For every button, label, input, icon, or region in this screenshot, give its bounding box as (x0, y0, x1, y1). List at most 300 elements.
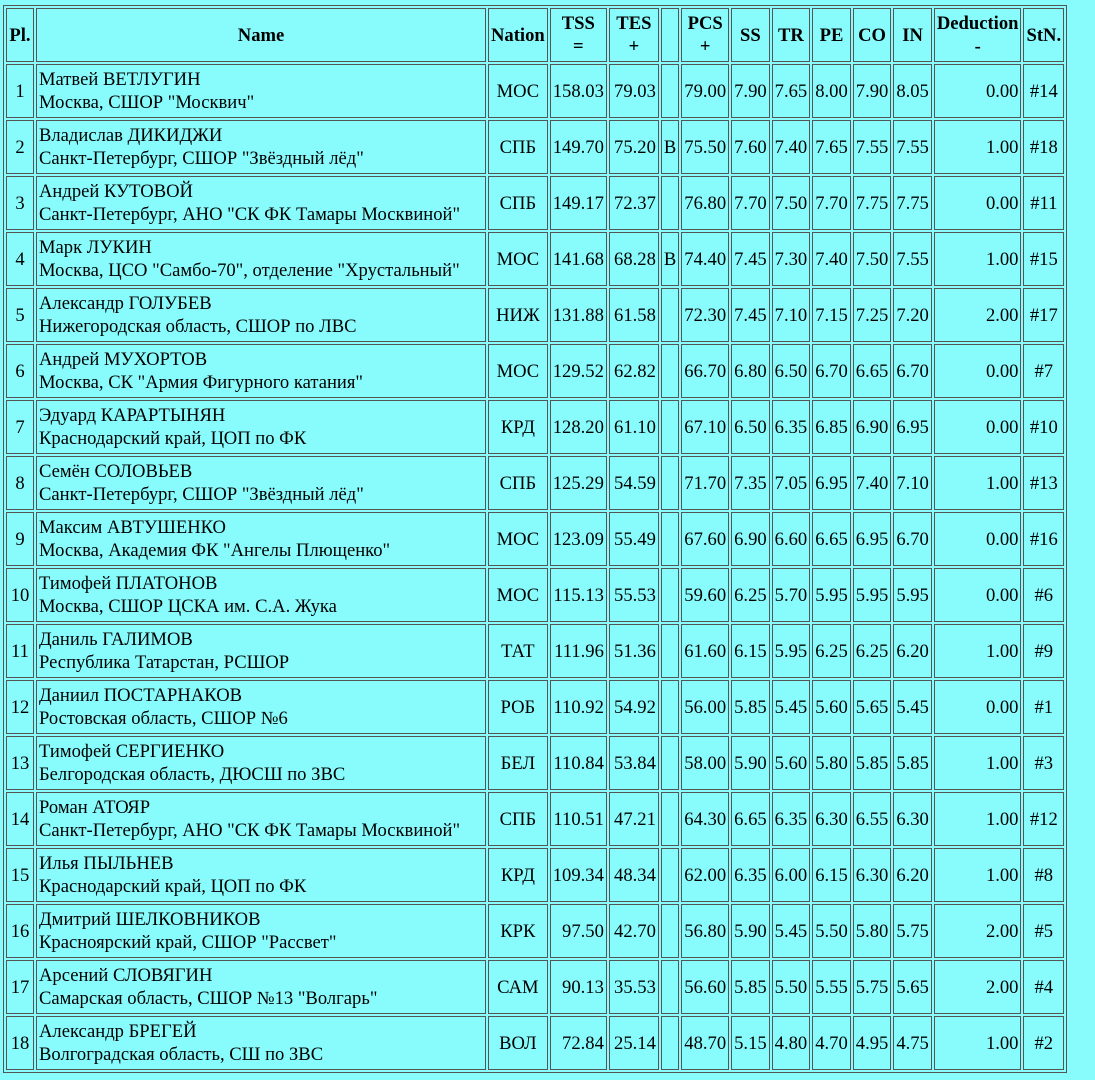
table-row (6, 904, 1064, 958)
cell-element-flag (661, 848, 679, 902)
skater-club: Москва, Академия ФК "Ангелы Плющенко" (39, 540, 391, 561)
cell-start-number: #1 (1023, 680, 1064, 734)
cell-pe: 7.65 (812, 120, 851, 174)
header-nation[interactable]: Nation (488, 8, 548, 62)
cell-co: 7.55 (853, 120, 892, 174)
cell-deduction: 0.00 (934, 400, 1022, 454)
cell-ss: 6.50 (731, 400, 770, 454)
cell-element-flag: B (661, 120, 679, 174)
cell-deduction: 0.00 (934, 680, 1022, 734)
cell-pe: 6.65 (812, 512, 851, 566)
cell-tss: 90.13 (550, 960, 607, 1014)
header-deduction-label: Deduction (936, 13, 1019, 34)
cell-place: 17 (6, 960, 34, 1014)
cell-co: 6.90 (853, 400, 892, 454)
cell-deduction: 0.00 (934, 344, 1022, 398)
cell-tr: 7.05 (772, 456, 811, 510)
skater-club: Краснодарский край, ЦОП по ФК (39, 876, 307, 897)
cell-element-flag (661, 736, 679, 790)
skater-club: Санкт-Петербург, СШОР "Звёздный лёд" (39, 484, 364, 505)
cell-ss: 6.80 (731, 344, 770, 398)
cell-skater (36, 512, 486, 566)
cell-element-flag (661, 624, 679, 678)
cell-start-number: #4 (1023, 960, 1064, 1014)
cell-nation: ТАТ (488, 624, 548, 678)
cell-pe: 6.70 (812, 344, 851, 398)
cell-place: 2 (6, 120, 34, 174)
cell-pcs: 62.00 (681, 848, 729, 902)
table-row (6, 64, 1064, 118)
cell-tss: 141.68 (550, 232, 607, 286)
cell-deduction: 1.00 (934, 120, 1022, 174)
cell-tss: 125.29 (550, 456, 607, 510)
table-row (6, 736, 1064, 790)
results-table (3, 5, 1067, 1073)
cell-start-number: #2 (1023, 1016, 1064, 1070)
cell-place: 14 (6, 792, 34, 846)
cell-co: 7.90 (853, 64, 892, 118)
header-name[interactable]: Name (36, 8, 486, 62)
cell-start-number: #14 (1023, 64, 1064, 118)
cell-skater (36, 624, 486, 678)
skater-name[interactable]: Марк ЛУКИН (39, 237, 152, 258)
cell-co: 5.85 (853, 736, 892, 790)
cell-place: 10 (6, 568, 34, 622)
cell-deduction: 0.00 (934, 568, 1022, 622)
cell-tss: 111.96 (550, 624, 607, 678)
cell-tss: 109.34 (550, 848, 607, 902)
cell-pe: 5.55 (812, 960, 851, 1014)
cell-tes: 79.03 (609, 64, 659, 118)
skater-club: Нижегородская область, СШОР по ЛВС (39, 316, 357, 337)
cell-element-flag (661, 904, 679, 958)
table-row (6, 848, 1064, 902)
cell-tr: 6.50 (772, 344, 811, 398)
cell-tes: 62.82 (609, 344, 659, 398)
cell-co: 5.75 (853, 960, 892, 1014)
cell-in: 6.30 (893, 792, 932, 846)
skater-name[interactable]: Даниль ГАЛИМОВ (39, 629, 193, 650)
header-tr[interactable]: TR (772, 8, 811, 62)
cell-place: 1 (6, 64, 34, 118)
skater-name[interactable]: Даниил ПОСТАРНАКОВ (39, 685, 243, 706)
cell-tes: 53.84 (609, 736, 659, 790)
cell-element-flag (661, 568, 679, 622)
cell-co: 5.65 (853, 680, 892, 734)
cell-tr: 7.50 (772, 176, 811, 230)
cell-skater (36, 400, 486, 454)
header-tes-sub: + (628, 36, 640, 57)
skater-name[interactable]: Тимофей ПЛАТОНОВ (39, 573, 218, 594)
cell-pcs: 71.70 (681, 456, 729, 510)
cell-tr: 7.65 (772, 64, 811, 118)
cell-in: 7.10 (893, 456, 932, 510)
cell-start-number: #7 (1023, 344, 1064, 398)
cell-ss: 5.90 (731, 904, 770, 958)
skater-club: Санкт-Петербург, СШОР "Звёздный лёд" (39, 148, 364, 169)
table-row (6, 344, 1064, 398)
cell-skater (36, 120, 486, 174)
cell-start-number: #3 (1023, 736, 1064, 790)
cell-tr: 6.35 (772, 400, 811, 454)
cell-nation: КРД (488, 400, 548, 454)
cell-tes: 35.53 (609, 960, 659, 1014)
cell-tr: 4.80 (772, 1016, 811, 1070)
cell-place: 4 (6, 232, 34, 286)
cell-pcs: 59.60 (681, 568, 729, 622)
cell-co: 6.55 (853, 792, 892, 846)
cell-pcs: 56.80 (681, 904, 729, 958)
cell-pcs: 74.40 (681, 232, 729, 286)
skater-club: Красноярский край, СШОР "Рассвет" (39, 932, 337, 953)
cell-deduction: 2.00 (934, 904, 1022, 958)
cell-deduction: 1.00 (934, 624, 1022, 678)
cell-tss: 110.84 (550, 736, 607, 790)
cell-deduction: 1.00 (934, 736, 1022, 790)
skater-name[interactable]: Арсений СЛОВЯГИН (39, 965, 213, 986)
header-pcs[interactable] (681, 8, 729, 62)
cell-tes: 55.53 (609, 568, 659, 622)
cell-tes: 61.10 (609, 400, 659, 454)
header-tes[interactable] (609, 8, 659, 62)
cell-deduction: 1.00 (934, 1016, 1022, 1070)
header-tss[interactable] (550, 8, 607, 62)
cell-co: 6.65 (853, 344, 892, 398)
cell-tes: 68.28 (609, 232, 659, 286)
cell-pcs: 72.30 (681, 288, 729, 342)
cell-skater (36, 904, 486, 958)
cell-in: 7.55 (893, 120, 932, 174)
cell-skater (36, 344, 486, 398)
cell-pe: 5.60 (812, 680, 851, 734)
cell-tes: 25.14 (609, 1016, 659, 1070)
skater-name[interactable]: Семён СОЛОВЬЕВ (39, 461, 193, 482)
cell-nation: МОС (488, 344, 548, 398)
cell-element-flag (661, 288, 679, 342)
skater-club: Москва, ЦСО "Самбо-70", отделение "Хрустальный" (39, 260, 460, 281)
cell-place: 16 (6, 904, 34, 958)
header-pcs-label: PCS (687, 13, 723, 34)
cell-pcs: 61.60 (681, 624, 729, 678)
table-row (6, 456, 1064, 510)
header-deduction[interactable] (934, 8, 1022, 62)
cell-pcs: 58.00 (681, 736, 729, 790)
skater-name[interactable]: Александр БРЕГЕЙ (39, 1021, 197, 1042)
cell-place: 6 (6, 344, 34, 398)
cell-tes: 54.59 (609, 456, 659, 510)
table-row (6, 176, 1064, 230)
cell-in: 6.70 (893, 512, 932, 566)
cell-pcs: 48.70 (681, 1016, 729, 1070)
cell-co: 5.80 (853, 904, 892, 958)
cell-place: 3 (6, 176, 34, 230)
header-pl[interactable]: Pl. (6, 8, 34, 62)
skater-club: Санкт-Петербург, АНО "СК ФК Тамары Москвиной" (39, 820, 461, 841)
cell-in: 5.85 (893, 736, 932, 790)
cell-pcs: 64.30 (681, 792, 729, 846)
skater-name[interactable]: Владислав ДИКИДЖИ (39, 125, 223, 146)
cell-element-flag (661, 960, 679, 1014)
skater-name[interactable]: Тимофей СЕРГИЕНКО (39, 741, 225, 762)
cell-pe: 6.85 (812, 400, 851, 454)
cell-element-flag (661, 1016, 679, 1070)
cell-in: 6.70 (893, 344, 932, 398)
header-ss[interactable]: SS (731, 8, 770, 62)
cell-tes: 51.36 (609, 624, 659, 678)
cell-start-number: #10 (1023, 400, 1064, 454)
cell-pe: 7.40 (812, 232, 851, 286)
skater-club: Республика Татарстан, РСШОР (39, 652, 290, 673)
cell-pcs: 67.60 (681, 512, 729, 566)
cell-skater (36, 288, 486, 342)
skater-club: Волгоградская область, СШ по ЗВС (39, 1044, 324, 1065)
cell-skater (36, 680, 486, 734)
cell-skater (36, 848, 486, 902)
header-co[interactable]: CO (853, 8, 892, 62)
cell-deduction: 1.00 (934, 232, 1022, 286)
cell-tss: 158.03 (550, 64, 607, 118)
cell-ss: 5.85 (731, 680, 770, 734)
cell-start-number: #15 (1023, 232, 1064, 286)
cell-tr: 6.35 (772, 792, 811, 846)
table-row (6, 120, 1064, 174)
skater-club: Москва, СШОР "Москвич" (39, 92, 255, 113)
header-tss-label: TSS (561, 13, 595, 34)
cell-ss: 6.90 (731, 512, 770, 566)
cell-element-flag (661, 792, 679, 846)
cell-place: 15 (6, 848, 34, 902)
cell-tss: 110.92 (550, 680, 607, 734)
cell-pe: 5.95 (812, 568, 851, 622)
skater-club: Санкт-Петербург, АНО "СК ФК Тамары Москвиной" (39, 204, 461, 225)
cell-element-flag (661, 456, 679, 510)
cell-start-number: #12 (1023, 792, 1064, 846)
table-row (6, 792, 1064, 846)
cell-nation: МОС (488, 568, 548, 622)
cell-deduction: 1.00 (934, 848, 1022, 902)
cell-deduction: 0.00 (934, 64, 1022, 118)
cell-tr: 6.00 (772, 848, 811, 902)
cell-deduction: 2.00 (934, 288, 1022, 342)
header-pe[interactable]: PE (812, 8, 851, 62)
cell-tr: 5.95 (772, 624, 811, 678)
cell-co: 4.95 (853, 1016, 892, 1070)
cell-skater (36, 736, 486, 790)
cell-ss: 7.45 (731, 288, 770, 342)
cell-ss: 7.70 (731, 176, 770, 230)
table-row (6, 400, 1064, 454)
cell-tes: 61.58 (609, 288, 659, 342)
skater-name[interactable]: Илья ПЫЛЬНЕВ (39, 853, 174, 874)
skater-club: Белгородская область, ДЮСШ по ЗВС (39, 764, 346, 785)
cell-pcs: 76.80 (681, 176, 729, 230)
cell-pe: 5.50 (812, 904, 851, 958)
cell-co: 6.30 (853, 848, 892, 902)
cell-in: 6.20 (893, 624, 932, 678)
cell-tr: 5.70 (772, 568, 811, 622)
cell-tr: 6.60 (772, 512, 811, 566)
cell-start-number: #11 (1023, 176, 1064, 230)
cell-pcs: 79.00 (681, 64, 729, 118)
table-row (6, 288, 1064, 342)
cell-nation: ВОЛ (488, 1016, 548, 1070)
cell-co: 6.95 (853, 512, 892, 566)
cell-nation: СПБ (488, 456, 548, 510)
cell-in: 7.55 (893, 232, 932, 286)
cell-nation: САМ (488, 960, 548, 1014)
cell-nation: МОС (488, 512, 548, 566)
cell-deduction: 0.00 (934, 512, 1022, 566)
cell-place: 8 (6, 456, 34, 510)
cell-tss: 110.51 (550, 792, 607, 846)
cell-ss: 5.85 (731, 960, 770, 1014)
cell-tr: 7.30 (772, 232, 811, 286)
cell-tes: 72.37 (609, 176, 659, 230)
cell-in: 8.05 (893, 64, 932, 118)
cell-start-number: #5 (1023, 904, 1064, 958)
cell-start-number: #16 (1023, 512, 1064, 566)
cell-place: 9 (6, 512, 34, 566)
cell-pe: 4.70 (812, 1016, 851, 1070)
cell-place: 5 (6, 288, 34, 342)
cell-element-flag (661, 344, 679, 398)
cell-pe: 6.25 (812, 624, 851, 678)
cell-element-flag (661, 680, 679, 734)
cell-pcs: 66.70 (681, 344, 729, 398)
cell-ss: 6.25 (731, 568, 770, 622)
cell-skater (36, 176, 486, 230)
cell-ss: 7.90 (731, 64, 770, 118)
cell-skater (36, 568, 486, 622)
cell-in: 7.20 (893, 288, 932, 342)
skater-name[interactable]: Матвей ВЕТЛУГИН (39, 69, 201, 90)
cell-nation: НИЖ (488, 288, 548, 342)
cell-tes: 42.70 (609, 904, 659, 958)
cell-in: 5.45 (893, 680, 932, 734)
cell-tr: 5.50 (772, 960, 811, 1014)
skater-name[interactable]: Андрей КУТОВОЙ (39, 181, 193, 202)
cell-element-flag (661, 64, 679, 118)
cell-tes: 55.49 (609, 512, 659, 566)
cell-co: 7.50 (853, 232, 892, 286)
skater-name[interactable]: Дмитрий ШЕЛКОВНИКОВ (39, 909, 261, 930)
cell-start-number: #8 (1023, 848, 1064, 902)
cell-start-number: #13 (1023, 456, 1064, 510)
cell-tr: 7.40 (772, 120, 811, 174)
cell-pe: 8.00 (812, 64, 851, 118)
cell-pcs: 56.60 (681, 960, 729, 1014)
skater-name[interactable]: Эдуард КАРАРТЫНЯН (39, 405, 226, 426)
table-row (6, 1016, 1064, 1070)
cell-pe: 6.30 (812, 792, 851, 846)
cell-ss: 7.45 (731, 232, 770, 286)
cell-skater (36, 232, 486, 286)
header-deduction-sub: - (974, 36, 981, 57)
cell-start-number: #18 (1023, 120, 1064, 174)
cell-tss: 131.88 (550, 288, 607, 342)
cell-tes: 48.34 (609, 848, 659, 902)
header-tss-sub: = (573, 36, 584, 57)
cell-nation: БЕЛ (488, 736, 548, 790)
cell-deduction: 1.00 (934, 456, 1022, 510)
cell-in: 5.65 (893, 960, 932, 1014)
header-in[interactable]: IN (893, 8, 932, 62)
cell-element-flag (661, 176, 679, 230)
skater-club: Самарская область, СШОР №13 "Волгарь" (39, 988, 378, 1009)
cell-nation: МОС (488, 232, 548, 286)
cell-place: 11 (6, 624, 34, 678)
cell-pcs: 67.10 (681, 400, 729, 454)
cell-nation: КРК (488, 904, 548, 958)
header-row (6, 8, 1064, 62)
cell-pcs: 75.50 (681, 120, 729, 174)
cell-skater (36, 792, 486, 846)
cell-ss: 7.35 (731, 456, 770, 510)
cell-co: 6.25 (853, 624, 892, 678)
cell-nation: СПБ (488, 120, 548, 174)
cell-place: 12 (6, 680, 34, 734)
cell-element-flag (661, 512, 679, 566)
cell-pe: 6.95 (812, 456, 851, 510)
cell-nation: КРД (488, 848, 548, 902)
header-stn[interactable]: StN. (1023, 8, 1064, 62)
cell-pe: 5.80 (812, 736, 851, 790)
cell-co: 7.75 (853, 176, 892, 230)
cell-co: 5.95 (853, 568, 892, 622)
cell-tss: 128.20 (550, 400, 607, 454)
cell-in: 6.95 (893, 400, 932, 454)
cell-tes: 54.92 (609, 680, 659, 734)
cell-tes: 47.21 (609, 792, 659, 846)
table-row (6, 568, 1064, 622)
skater-name[interactable]: Андрей МУХОРТОВ (39, 349, 208, 370)
table-row (6, 624, 1064, 678)
cell-ss: 6.15 (731, 624, 770, 678)
skater-club: Москва, СШОР ЦСКА им. С.А. Жука (39, 596, 337, 617)
cell-tss: 149.70 (550, 120, 607, 174)
cell-element-flag: B (661, 232, 679, 286)
cell-start-number: #17 (1023, 288, 1064, 342)
cell-nation: СПБ (488, 792, 548, 846)
cell-ss: 6.65 (731, 792, 770, 846)
cell-skater (36, 456, 486, 510)
cell-in: 5.95 (893, 568, 932, 622)
cell-deduction: 1.00 (934, 792, 1022, 846)
cell-ss: 5.90 (731, 736, 770, 790)
cell-pe: 6.15 (812, 848, 851, 902)
cell-nation: СПБ (488, 176, 548, 230)
table-row (6, 960, 1064, 1014)
cell-tr: 7.10 (772, 288, 811, 342)
cell-deduction: 0.00 (934, 176, 1022, 230)
cell-pe: 7.70 (812, 176, 851, 230)
cell-co: 7.40 (853, 456, 892, 510)
cell-deduction: 2.00 (934, 960, 1022, 1014)
cell-nation: РОБ (488, 680, 548, 734)
skater-club: Москва, СК "Армия Фигурного катания" (39, 372, 363, 393)
cell-in: 5.75 (893, 904, 932, 958)
skater-name[interactable]: Александр ГОЛУБЕВ (39, 293, 212, 314)
skater-name[interactable]: Роман АТОЯР (39, 797, 151, 818)
cell-tss: 123.09 (550, 512, 607, 566)
cell-in: 7.75 (893, 176, 932, 230)
skater-club: Ростовская область, СШОР №6 (39, 708, 288, 729)
cell-tss: 72.84 (550, 1016, 607, 1070)
skater-name[interactable]: Максим АВТУШЕНКО (39, 517, 226, 538)
cell-pe: 7.15 (812, 288, 851, 342)
cell-tr: 5.60 (772, 736, 811, 790)
skater-club: Краснодарский край, ЦОП по ФК (39, 428, 307, 449)
